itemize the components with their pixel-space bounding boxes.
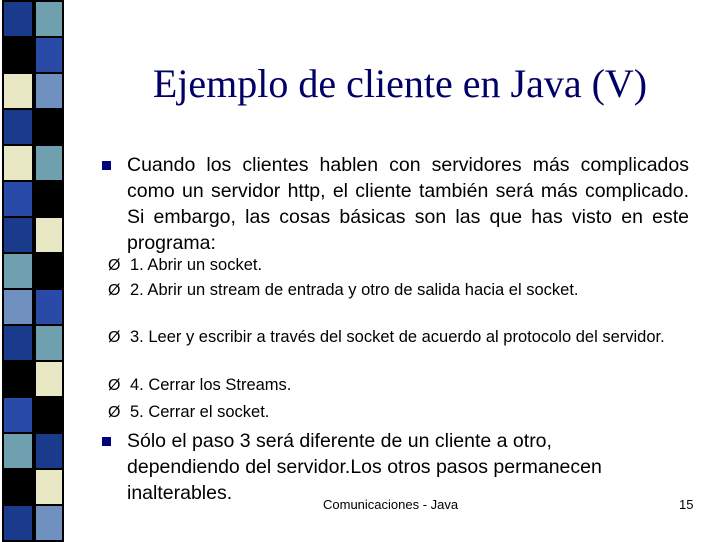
step-text: 3. Leer y escribir a través del socket de acuerdo al protocolo del servidor. (130, 328, 665, 346)
stripe-block (34, 432, 64, 470)
arrow-icon: Ø (108, 377, 121, 394)
bullet-text-2: Sólo el paso 3 será diferente de un cliente a otro, dependiendo del servidor.Los otros pasos permanecen inalterables. (127, 430, 602, 504)
step-text: 4. Cerrar los Streams. (130, 376, 292, 394)
decorative-stripe (0, 0, 64, 540)
stripe-block (2, 72, 34, 110)
arrow-icon: Ø (108, 282, 121, 299)
arrow-icon: Ø (108, 404, 121, 421)
stripe-block (2, 504, 34, 542)
stripe-block (34, 468, 64, 506)
stripe-block (34, 504, 64, 542)
stripe-block (2, 360, 34, 398)
arrow-icon: Ø (108, 329, 121, 346)
stripe-block (34, 396, 64, 434)
bullet-text-1: Cuando los clientes hablen con servidores más complicados como un servidor http, el cliente también será más complicado. Si embargo, las cosas básicas son las que has visto en este programa: (127, 154, 689, 254)
step-item-5 (108, 401, 690, 425)
stripe-block (2, 324, 34, 362)
stripe-block (2, 108, 34, 146)
step-text: 1. Abrir un socket. (130, 256, 263, 274)
stripe-block (34, 144, 64, 182)
bullet-square-icon (102, 161, 111, 170)
stripe-block (34, 288, 64, 326)
footer-label: Comunicaciones - Java (323, 497, 459, 512)
step-item-4 (108, 374, 690, 398)
step-item-3 (108, 326, 690, 350)
step-item-1 (108, 254, 690, 278)
stripe-block (34, 72, 64, 110)
stripe-block (2, 180, 34, 218)
stripe-block (34, 360, 64, 398)
step-text: 2. Abrir un stream de entrada y otro de salida hacia el socket. (130, 281, 579, 299)
stripe-block (34, 252, 64, 290)
stripe-block (2, 252, 34, 290)
stripe-block (34, 108, 64, 146)
stripe-block (34, 216, 64, 254)
stripe-block (2, 36, 34, 74)
stripe-block (34, 324, 64, 362)
bullet-square-icon (102, 437, 111, 446)
stripe-block (34, 36, 64, 74)
step-text: 5. Cerrar el socket. (130, 403, 270, 421)
stripe-block (2, 144, 34, 182)
stripe-block (2, 288, 34, 326)
stripe-block (34, 0, 64, 38)
stripe-block (34, 180, 64, 218)
stripe-block (2, 396, 34, 434)
stripe-block (2, 432, 34, 470)
stripe-block (2, 0, 34, 38)
step-item-2 (108, 279, 690, 303)
arrow-icon: Ø (108, 257, 121, 274)
page-number: 15 (679, 497, 694, 512)
stripe-block (2, 468, 34, 506)
stripe-block (2, 216, 34, 254)
slide-title: Ejemplo de cliente en Java (V) (152, 61, 648, 106)
